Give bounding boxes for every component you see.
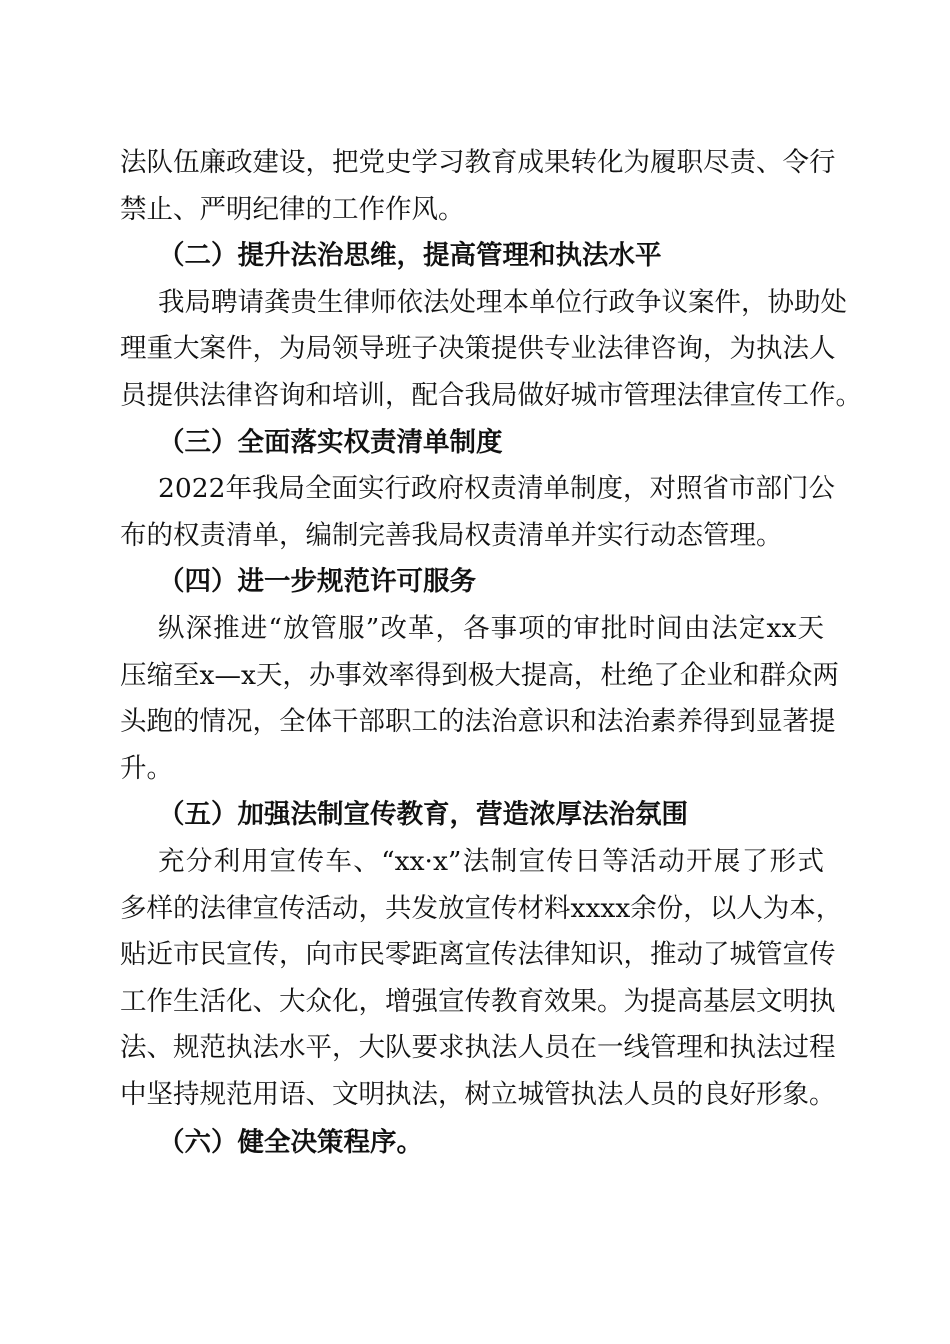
paragraph-line: 压缩至x—x天，办事效率得到极大提高，杜绝了企业和群众两	[120, 659, 839, 691]
paragraph-line: 充分利用宣传车、“xx·x”法制宣传日等活动开展了形式	[158, 845, 824, 877]
section-heading-4: （四）进一步规范许可服务	[158, 566, 476, 598]
paragraph-line: 法、规范执法水平，大队要求执法人员在一线管理和执法过程	[120, 1032, 836, 1064]
section-heading-2: （二）提升法治思维，提高管理和执法水平	[158, 240, 662, 272]
section-heading-3: （三）全面落实权责清单制度	[158, 426, 503, 458]
paragraph-line: 工作生活化、大众化，增强宣传教育效果。为提高基层文明执	[120, 985, 836, 1017]
paragraph-line: 中坚持规范用语、文明执法，树立城管执法人员的良好形象。	[120, 1078, 836, 1110]
paragraph-line: 纵深推进“放管服”改革，各事项的审批时间由法定xx天	[158, 612, 824, 644]
document-page	[120, 140, 862, 1167]
paragraph-line: 2022年我局全面实行政府权责清单制度，对照省市部门公	[158, 473, 835, 505]
paragraph-line: 禁止、严明纪律的工作作风。	[120, 193, 465, 225]
paragraph-line: 多样的法律宣传活动，共发放宣传材料xxxx余份，以人为本，	[120, 892, 843, 924]
paragraph-line: 布的权责清单，编制完善我局权责清单并实行动态管理。	[120, 519, 783, 551]
section-heading-5: （五）加强法制宣传教育，营造浓厚法治氛围	[158, 799, 688, 831]
paragraph-line: 法队伍廉政建设，把党史学习教育成果转化为履职尽责、令行	[120, 147, 836, 178]
paragraph-line: 头跑的情况，全体干部职工的法治意识和法治素养得到显著提	[120, 706, 836, 738]
section-heading-6: （六）健全决策程序。	[158, 1127, 423, 1159]
paragraph-line: 我局聘请龚贵生律师依法处理本单位行政争议案件，协助处	[158, 286, 847, 318]
paragraph-line: 贴近市民宣传，向市民零距离宣传法律知识，推动了城管宣传	[120, 939, 836, 971]
paragraph-line: 升。	[120, 752, 173, 784]
paragraph-line: 理重大案件，为局领导班子决策提供专业法律咨询，为执法人	[120, 333, 836, 365]
paragraph-line: 员提供法律咨询和培训，配合我局做好城市管理法律宣传工作。	[120, 379, 862, 411]
